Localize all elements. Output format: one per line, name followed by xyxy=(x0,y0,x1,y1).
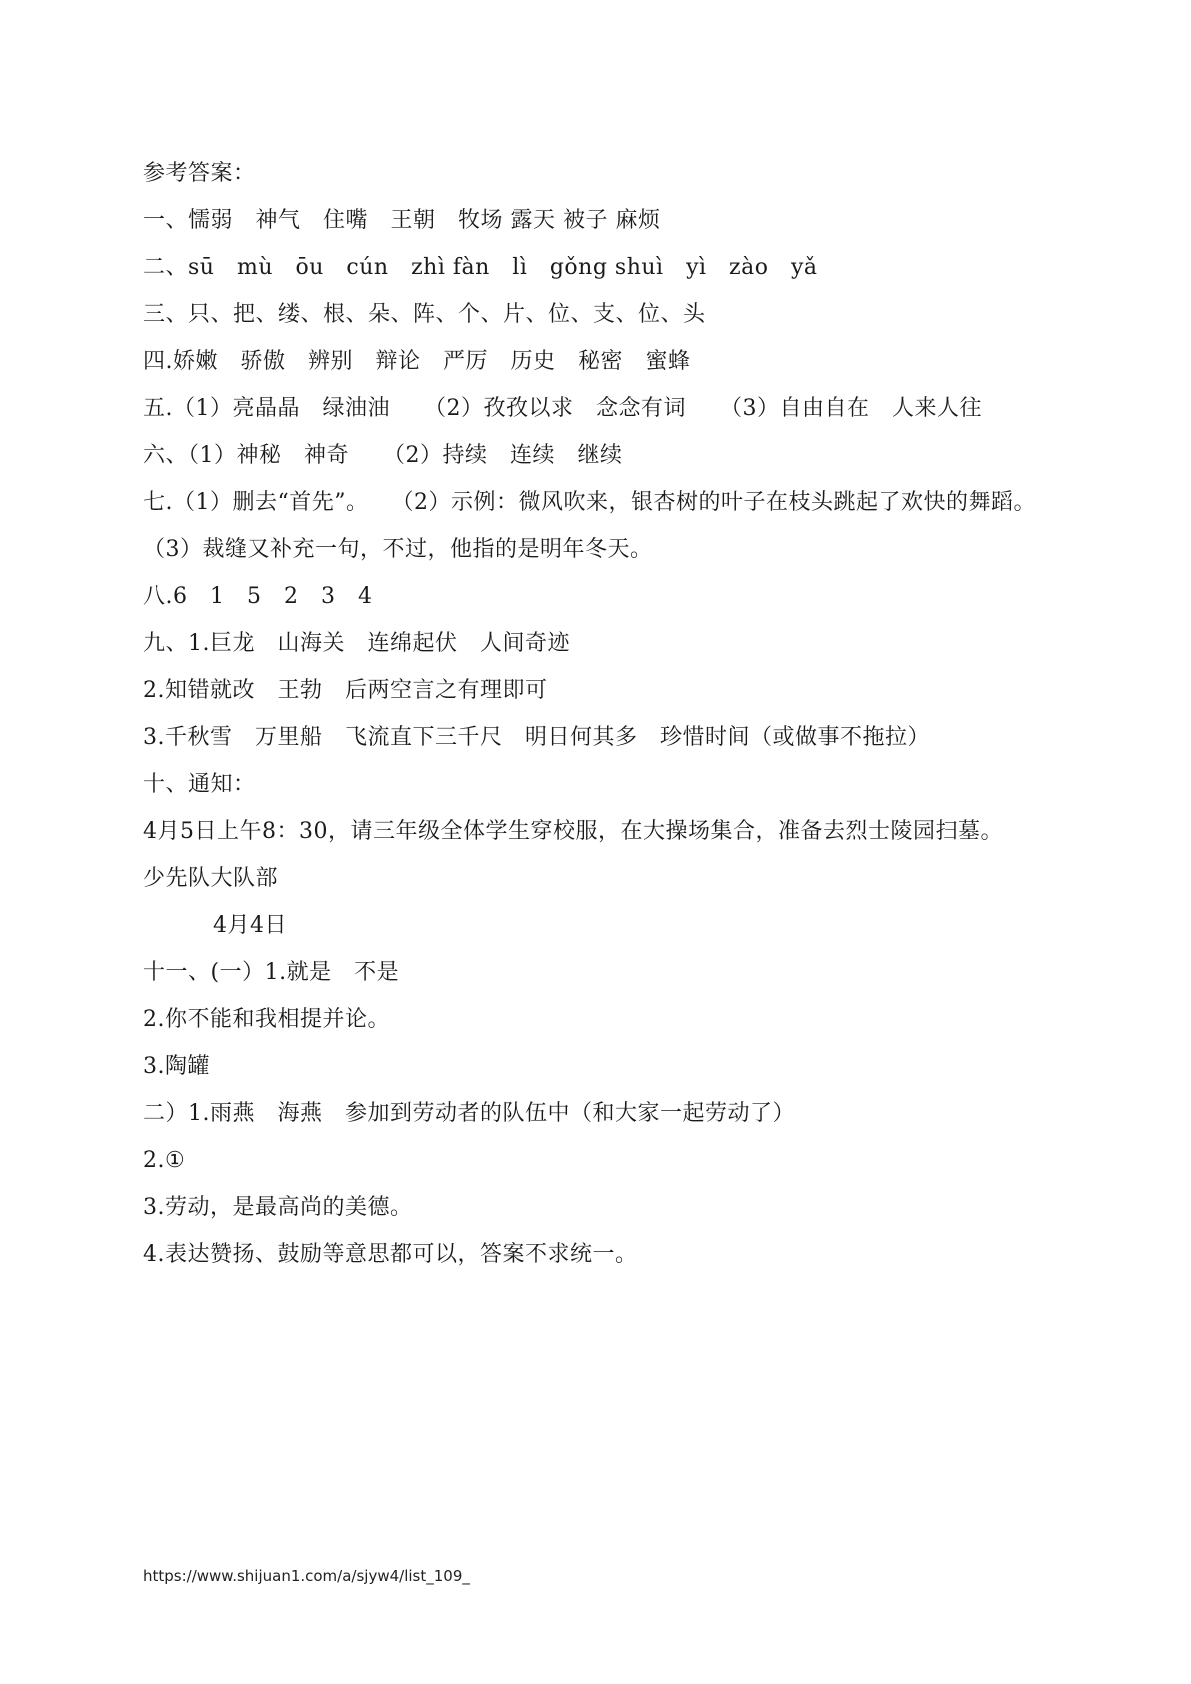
answer-line-18: 3.陶罐 xyxy=(143,1054,210,1079)
answer-line-8: 八.6 1 5 2 3 4 xyxy=(143,584,373,609)
footer-url: https://www.shijuan1.com/a/sjyw4/list_109_ xyxy=(143,1567,470,1585)
answer-line-10: 2.知错就改 王勃 后两空言之有理即可 xyxy=(143,678,548,703)
answer-line-19: 二）1.雨燕 海燕 参加到劳动者的队伍中（和大家一起劳动了） xyxy=(143,1101,795,1126)
answer-line-4: 四.娇嫩 骄傲 辨别 辩论 严厉 历史 秘密 蜜蜂 xyxy=(143,349,691,374)
answer-line-16: 十一、(一）1.就是 不是 xyxy=(143,960,400,985)
answer-line-9: 九、1.巨龙 山海关 连绵起伏 人间奇迹 xyxy=(143,631,570,656)
answer-list xyxy=(143,150,1063,1278)
notice-date: 4月4日 xyxy=(213,913,287,938)
answer-line-11: 3.千秋雪 万里船 飞流直下三千尺 明日何其多 珍惜时间（或做事不拖拉） xyxy=(143,725,930,750)
answer-line-6: 六、（1）神秘 神奇 （2）持续 连续 继续 xyxy=(143,443,623,468)
answer-line-12: 十、通知： xyxy=(143,772,256,797)
notice-body: 4月5日上午8：30，请三年级全体学生穿校服，在大操场集合，准备去烈士陵园扫墓。 xyxy=(143,819,1003,844)
answer-line-22: 4.表达赞扬、鼓励等意思都可以，答案不求统一。 xyxy=(143,1242,638,1267)
answer-line-21: 3.劳动，是最高尚的美德。 xyxy=(143,1195,413,1220)
notice-signature: 少先队大队部 xyxy=(143,866,279,891)
answer-title: 参考答案： xyxy=(143,161,256,186)
answer-line-7: 七.（1）删去“首先”。 （2）示例：微风吹来，银杏树的叶子在枝头跳起了欢快的舞蹈。 （3）裁缝又补充一句，不过，他指的是明年冬天。 xyxy=(143,490,1048,562)
answer-line-2: 二、sū mù ōu cún zhì fàn lì gǒng shuì yì zào yǎ xyxy=(143,255,818,280)
answer-line-3: 三、只、把、缕、根、朵、阵、个、片、位、支、位、头 xyxy=(143,302,706,327)
answer-line-1: 一、懦弱 神气 住嘴 王朝 牧场 露天 被子 麻烦 xyxy=(143,208,661,233)
answer-line-17: 2.你不能和我相提并论。 xyxy=(143,1007,390,1032)
answer-line-20: 2.① xyxy=(143,1148,186,1173)
answer-line-5: 五.（1）亮晶晶 绿油油 （2）孜孜以求 念念有词 （3）自由自在 人来人往 xyxy=(143,396,982,421)
